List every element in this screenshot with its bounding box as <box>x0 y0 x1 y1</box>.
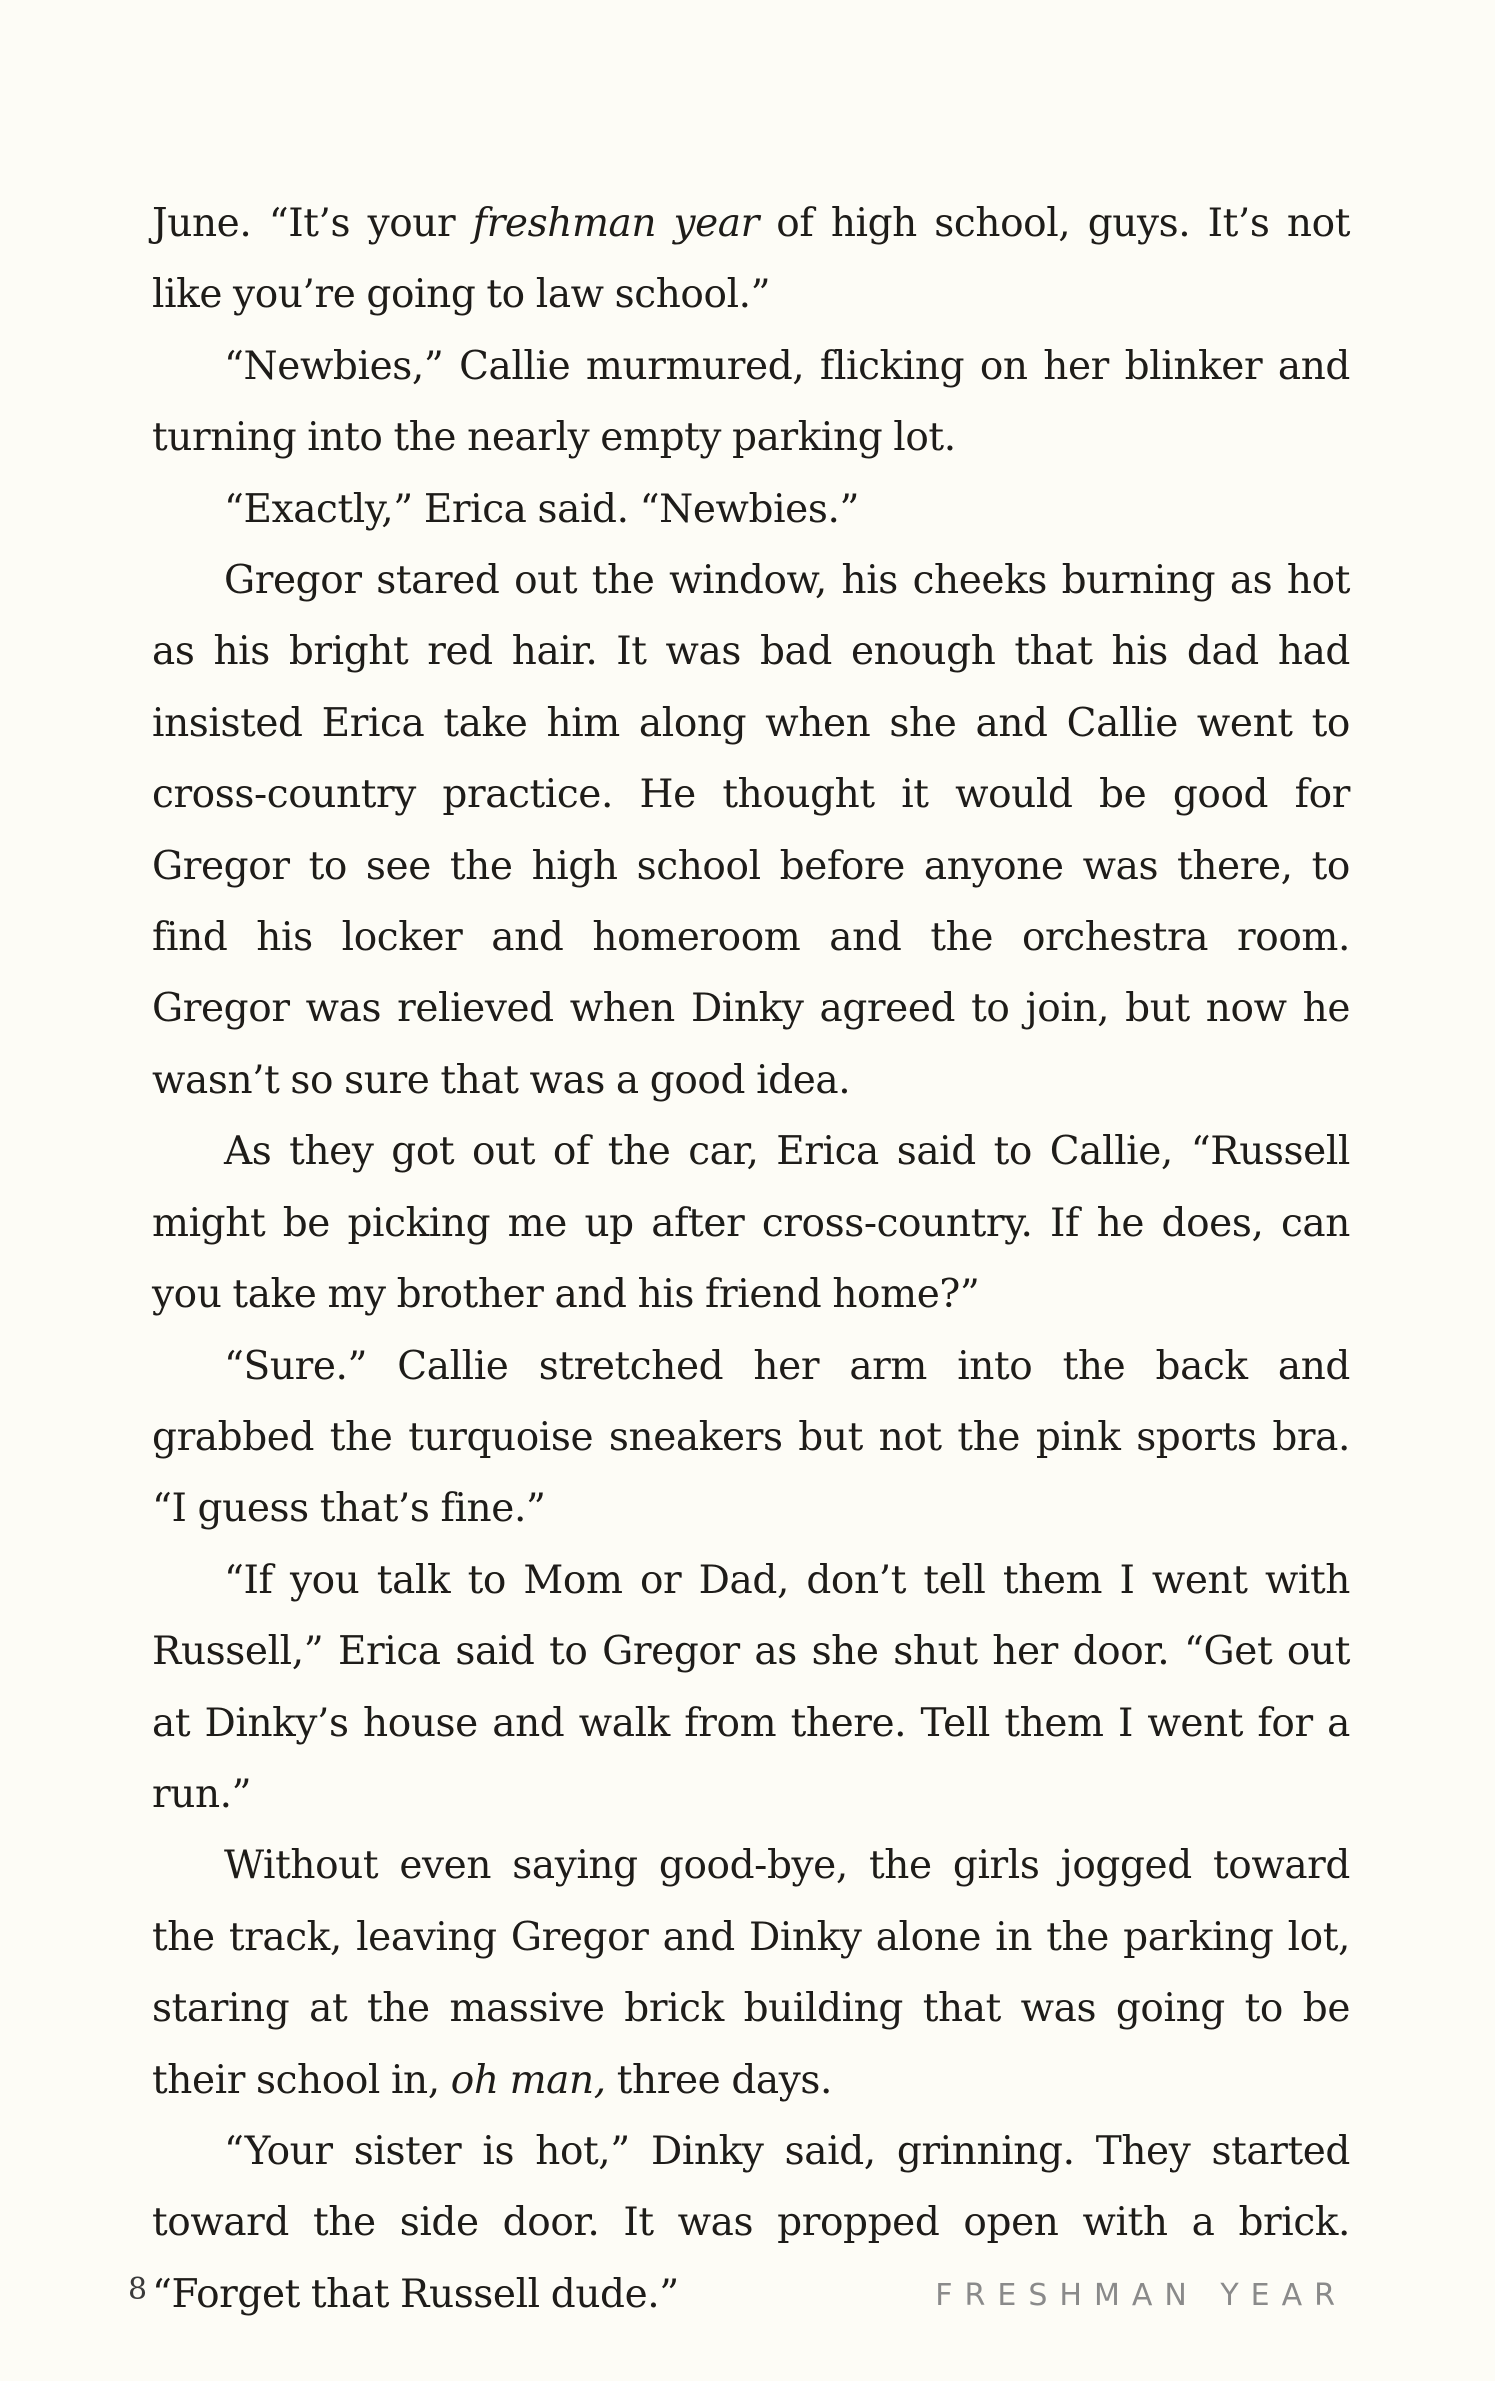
italic-run: freshman year <box>472 201 759 246</box>
paragraph <box>152 1116 1350 1330</box>
paragraph <box>152 1331 1350 1545</box>
text-run: June. “It’s your <box>152 201 473 246</box>
paragraph <box>152 474 1350 545</box>
text-run: “Your sister is hot,” Dinky said, grinning. They started toward the side door. It was propped open with a brick. “Forget that Russell dude.” <box>152 2128 1350 2317</box>
italic-run: oh man, <box>450 2057 606 2103</box>
paragraph <box>152 545 1350 1116</box>
paragraph <box>152 1545 1350 1831</box>
text-run: of high school, guys. It’s not like you’re going to law school.” <box>152 201 1350 318</box>
text-run: Without even saying good-bye, the girls jogged toward the track, leaving Gregor and Dinky alone in the parking lot, staring at the massive brick building that was going to be their school in, <box>152 1843 1350 2103</box>
text-run: As they got out of the car, Erica said to Callie, “Russell might be picking me up after cross-country. If he does, can you take my brother and his friend home?” <box>152 1129 1350 1318</box>
body-text <box>152 188 1350 2330</box>
text-run: “Newbies,” Callie murmured, flicking on her blinker and turning into the nearly empty parking lot. <box>152 343 1350 461</box>
paragraph <box>152 331 1350 474</box>
text-run: “Exactly,” Erica said. “Newbies.” <box>224 486 859 532</box>
paragraph <box>152 188 1350 331</box>
paragraph <box>152 1830 1350 2116</box>
page-number: 8 <box>128 2272 148 2307</box>
text-run: “Sure.” Callie stretched her arm into the back and grabbed the turquoise sneakers but not the pink sports bra. “I guess that’s fine.” <box>152 1343 1350 1532</box>
running-head: FRESHMAN YEAR <box>935 2278 1347 2313</box>
text-run: three days. <box>605 2057 832 2103</box>
text-run: “If you talk to Mom or Dad, don’t tell them I went with Russell,” Erica said to Gregor as she shut her door. “Get out at Dinky’s house and walk from there. Tell them I went for a run.” <box>152 1557 1350 1817</box>
text-run: Gregor stared out the window, his cheeks burning as hot as his bright red hair. It was bad enough that his dad had insisted Erica take him along when she and Callie went to cross-country practice. He thought it would be good for Gregor to see the high school before anyone was there, to find his locker and homeroom and the orchestra room. Gregor was relieved when Dinky agreed to join, but now he wasn’t so sure that was a good idea. <box>152 558 1350 1103</box>
